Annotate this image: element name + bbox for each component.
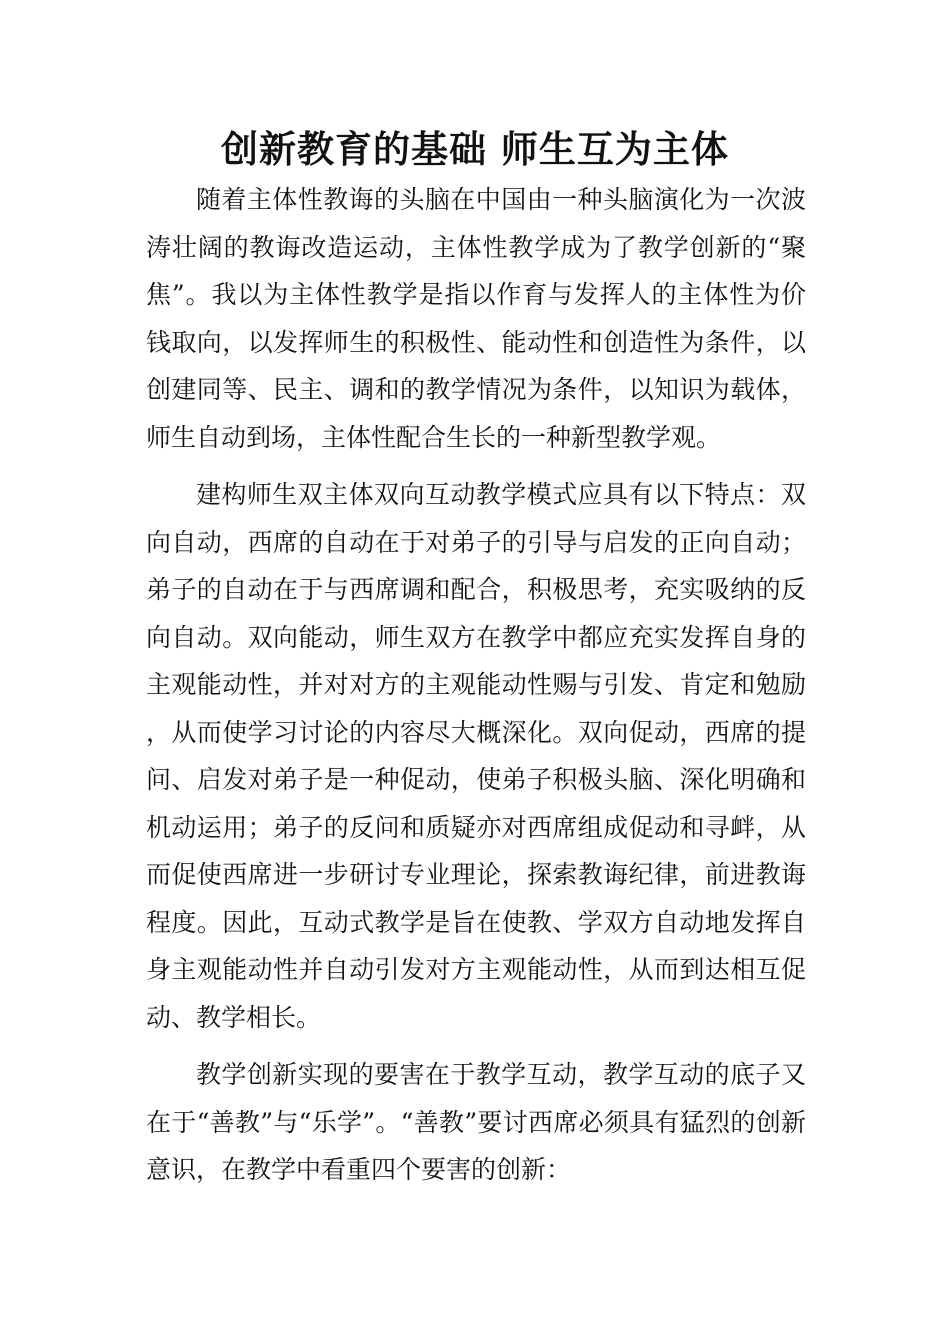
paragraph-3: 教学创新实现的要害在于教学互动，教学互动的底子又在于“善教”与“乐学”。“善教”要讨西席必须具有猛烈的创新意识，在教学中看重四个要害的创新： bbox=[146, 1060, 806, 1184]
document-title: 创新教育的基础 师生互为主体 bbox=[221, 128, 729, 171]
document-body bbox=[146, 176, 806, 1194]
paragraph-2: 建构师生双主体双向互动教学模式应具有以下特点：双向自动，西席的自动在于对弟子的引导与启发的正向自动；弟子的自动在于与西席调和配合，积极思考，充实吸纳的反向自动。双向能动，师生双方在教学中都应充实发挥自身的主观能动性，并对对方的主观能动性赐与引发、肯定和勉励，从而使学习讨论的内容尽大概深化。双向促动，西席的提问、启发对弟子是一种促动，使弟子积极头脑、深化明确和机动运用；弟子的反问和质疑亦对西席组成促动和寻衅，从而促使西席进一步研讨专业理论，探索教诲纪律，前进教诲程度。因此，互动式教学是旨在使教、学双方自动地发挥自身主观能动性并自动引发对方主观能动性，从而到达相互促动、教学相长。 bbox=[146, 480, 806, 1032]
paragraph-1: 随着主体性教诲的头脑在中国由一种头脑演化为一次波涛壮阔的教诲改造运动，主体性教学成为了教学创新的“聚焦”。我以为主体性教学是指以作育与发挥人的主体性为价钱取向，以发挥师生的积极性、能动性和创造性为条件，以创建同等、民主、调和的教学情况为条件，以知识为载体，师生自动到场，主体性配合生长的一种新型教学观。 bbox=[146, 185, 806, 452]
